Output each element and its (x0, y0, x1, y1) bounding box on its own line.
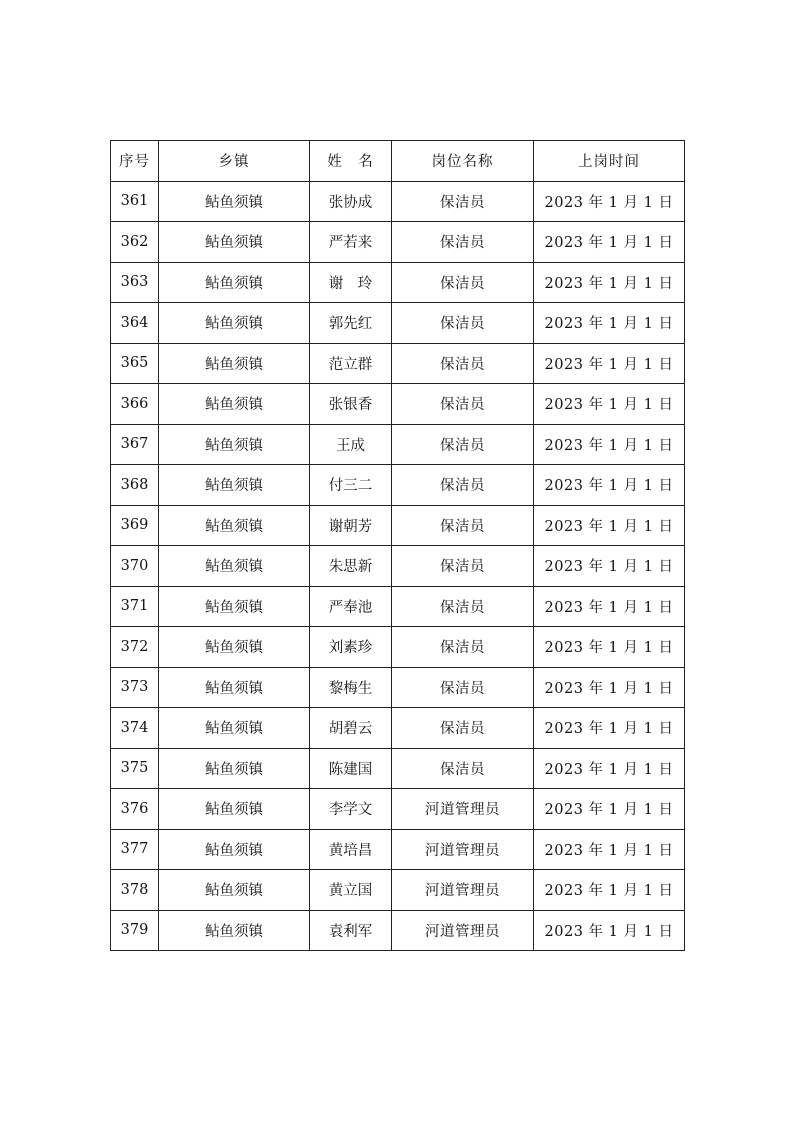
table-row (111, 789, 685, 830)
cell-town: 鲇鱼须镇 (159, 910, 310, 951)
cell-seq: 374 (111, 708, 159, 749)
cell-seq: 362 (111, 222, 159, 263)
cell-seq: 364 (111, 303, 159, 344)
table-row (111, 910, 685, 951)
staff-roster-table (110, 140, 685, 951)
cell-start-date: 2023 年 1 月 1 日 (534, 829, 685, 870)
cell-start-date: 2023 年 1 月 1 日 (534, 870, 685, 911)
cell-seq: 365 (111, 343, 159, 384)
cell-name: 严若来 (310, 222, 392, 263)
cell-town: 鲇鱼须镇 (159, 789, 310, 830)
cell-start-date: 2023 年 1 月 1 日 (534, 667, 685, 708)
cell-name: 严奉池 (310, 586, 392, 627)
header-start-date: 上岗时间 (534, 141, 685, 182)
cell-start-date: 2023 年 1 月 1 日 (534, 424, 685, 465)
cell-town: 鲇鱼须镇 (159, 586, 310, 627)
cell-post: 保洁员 (392, 303, 534, 344)
table-row (111, 829, 685, 870)
cell-name: 黄立国 (310, 870, 392, 911)
table-body (111, 181, 685, 951)
cell-start-date: 2023 年 1 月 1 日 (534, 505, 685, 546)
table-row (111, 303, 685, 344)
table-row (111, 343, 685, 384)
cell-name: 范立群 (310, 343, 392, 384)
cell-town: 鲇鱼须镇 (159, 424, 310, 465)
table-row (111, 465, 685, 506)
cell-post: 保洁员 (392, 667, 534, 708)
cell-start-date: 2023 年 1 月 1 日 (534, 627, 685, 668)
header-name: 姓 名 (310, 141, 392, 182)
table-row (111, 546, 685, 587)
table-row (111, 667, 685, 708)
cell-seq: 370 (111, 546, 159, 587)
cell-start-date: 2023 年 1 月 1 日 (534, 222, 685, 263)
cell-seq: 372 (111, 627, 159, 668)
cell-post: 保洁员 (392, 546, 534, 587)
cell-town: 鲇鱼须镇 (159, 505, 310, 546)
cell-town: 鲇鱼须镇 (159, 748, 310, 789)
table-row (111, 748, 685, 789)
table-row (111, 505, 685, 546)
cell-name: 刘素珍 (310, 627, 392, 668)
cell-seq: 363 (111, 262, 159, 303)
cell-seq: 378 (111, 870, 159, 911)
cell-seq: 367 (111, 424, 159, 465)
header-post: 岗位名称 (392, 141, 534, 182)
cell-post: 河道管理员 (392, 910, 534, 951)
table-row (111, 708, 685, 749)
table-row (111, 262, 685, 303)
cell-name: 郭先红 (310, 303, 392, 344)
cell-name: 张银香 (310, 384, 392, 425)
cell-seq: 373 (111, 667, 159, 708)
table-row (111, 384, 685, 425)
cell-town: 鲇鱼须镇 (159, 303, 310, 344)
cell-seq: 375 (111, 748, 159, 789)
table-row (111, 424, 685, 465)
cell-name: 李学文 (310, 789, 392, 830)
header-town: 乡镇 (159, 141, 310, 182)
cell-start-date: 2023 年 1 月 1 日 (534, 910, 685, 951)
cell-start-date: 2023 年 1 月 1 日 (534, 303, 685, 344)
table-row (111, 181, 685, 222)
cell-name: 谢 玲 (310, 262, 392, 303)
cell-start-date: 2023 年 1 月 1 日 (534, 546, 685, 587)
cell-seq: 369 (111, 505, 159, 546)
cell-town: 鲇鱼须镇 (159, 627, 310, 668)
cell-post: 保洁员 (392, 627, 534, 668)
cell-post: 河道管理员 (392, 870, 534, 911)
cell-town: 鲇鱼须镇 (159, 708, 310, 749)
cell-town: 鲇鱼须镇 (159, 870, 310, 911)
cell-town: 鲇鱼须镇 (159, 546, 310, 587)
header-seq: 序号 (111, 141, 159, 182)
cell-post: 保洁员 (392, 586, 534, 627)
cell-seq: 379 (111, 910, 159, 951)
table-header-row (111, 141, 685, 182)
cell-post: 保洁员 (392, 424, 534, 465)
cell-post: 保洁员 (392, 262, 534, 303)
cell-town: 鲇鱼须镇 (159, 343, 310, 384)
cell-start-date: 2023 年 1 月 1 日 (534, 343, 685, 384)
cell-town: 鲇鱼须镇 (159, 181, 310, 222)
cell-name: 付三二 (310, 465, 392, 506)
cell-start-date: 2023 年 1 月 1 日 (534, 262, 685, 303)
cell-seq: 376 (111, 789, 159, 830)
cell-name: 王成 (310, 424, 392, 465)
cell-town: 鲇鱼须镇 (159, 384, 310, 425)
cell-town: 鲇鱼须镇 (159, 222, 310, 263)
cell-town: 鲇鱼须镇 (159, 465, 310, 506)
table-row (111, 222, 685, 263)
cell-name: 陈建国 (310, 748, 392, 789)
cell-seq: 368 (111, 465, 159, 506)
cell-start-date: 2023 年 1 月 1 日 (534, 465, 685, 506)
cell-seq: 361 (111, 181, 159, 222)
cell-name: 胡碧云 (310, 708, 392, 749)
cell-post: 河道管理员 (392, 829, 534, 870)
cell-name: 朱思新 (310, 546, 392, 587)
cell-name: 黄培昌 (310, 829, 392, 870)
cell-start-date: 2023 年 1 月 1 日 (534, 586, 685, 627)
table-row (111, 870, 685, 911)
cell-seq: 366 (111, 384, 159, 425)
cell-post: 河道管理员 (392, 789, 534, 830)
cell-start-date: 2023 年 1 月 1 日 (534, 789, 685, 830)
cell-start-date: 2023 年 1 月 1 日 (534, 748, 685, 789)
cell-town: 鲇鱼须镇 (159, 667, 310, 708)
cell-name: 袁利军 (310, 910, 392, 951)
cell-name: 黎梅生 (310, 667, 392, 708)
cell-town: 鲇鱼须镇 (159, 829, 310, 870)
cell-post: 保洁员 (392, 384, 534, 425)
cell-seq: 377 (111, 829, 159, 870)
cell-start-date: 2023 年 1 月 1 日 (534, 384, 685, 425)
table-row (111, 586, 685, 627)
table-row (111, 627, 685, 668)
cell-post: 保洁员 (392, 222, 534, 263)
cell-post: 保洁员 (392, 748, 534, 789)
cell-post: 保洁员 (392, 181, 534, 222)
cell-name: 张协成 (310, 181, 392, 222)
cell-post: 保洁员 (392, 505, 534, 546)
cell-town: 鲇鱼须镇 (159, 262, 310, 303)
cell-post: 保洁员 (392, 343, 534, 384)
cell-post: 保洁员 (392, 708, 534, 749)
cell-start-date: 2023 年 1 月 1 日 (534, 708, 685, 749)
cell-name: 谢朝芳 (310, 505, 392, 546)
cell-post: 保洁员 (392, 465, 534, 506)
cell-start-date: 2023 年 1 月 1 日 (534, 181, 685, 222)
cell-seq: 371 (111, 586, 159, 627)
